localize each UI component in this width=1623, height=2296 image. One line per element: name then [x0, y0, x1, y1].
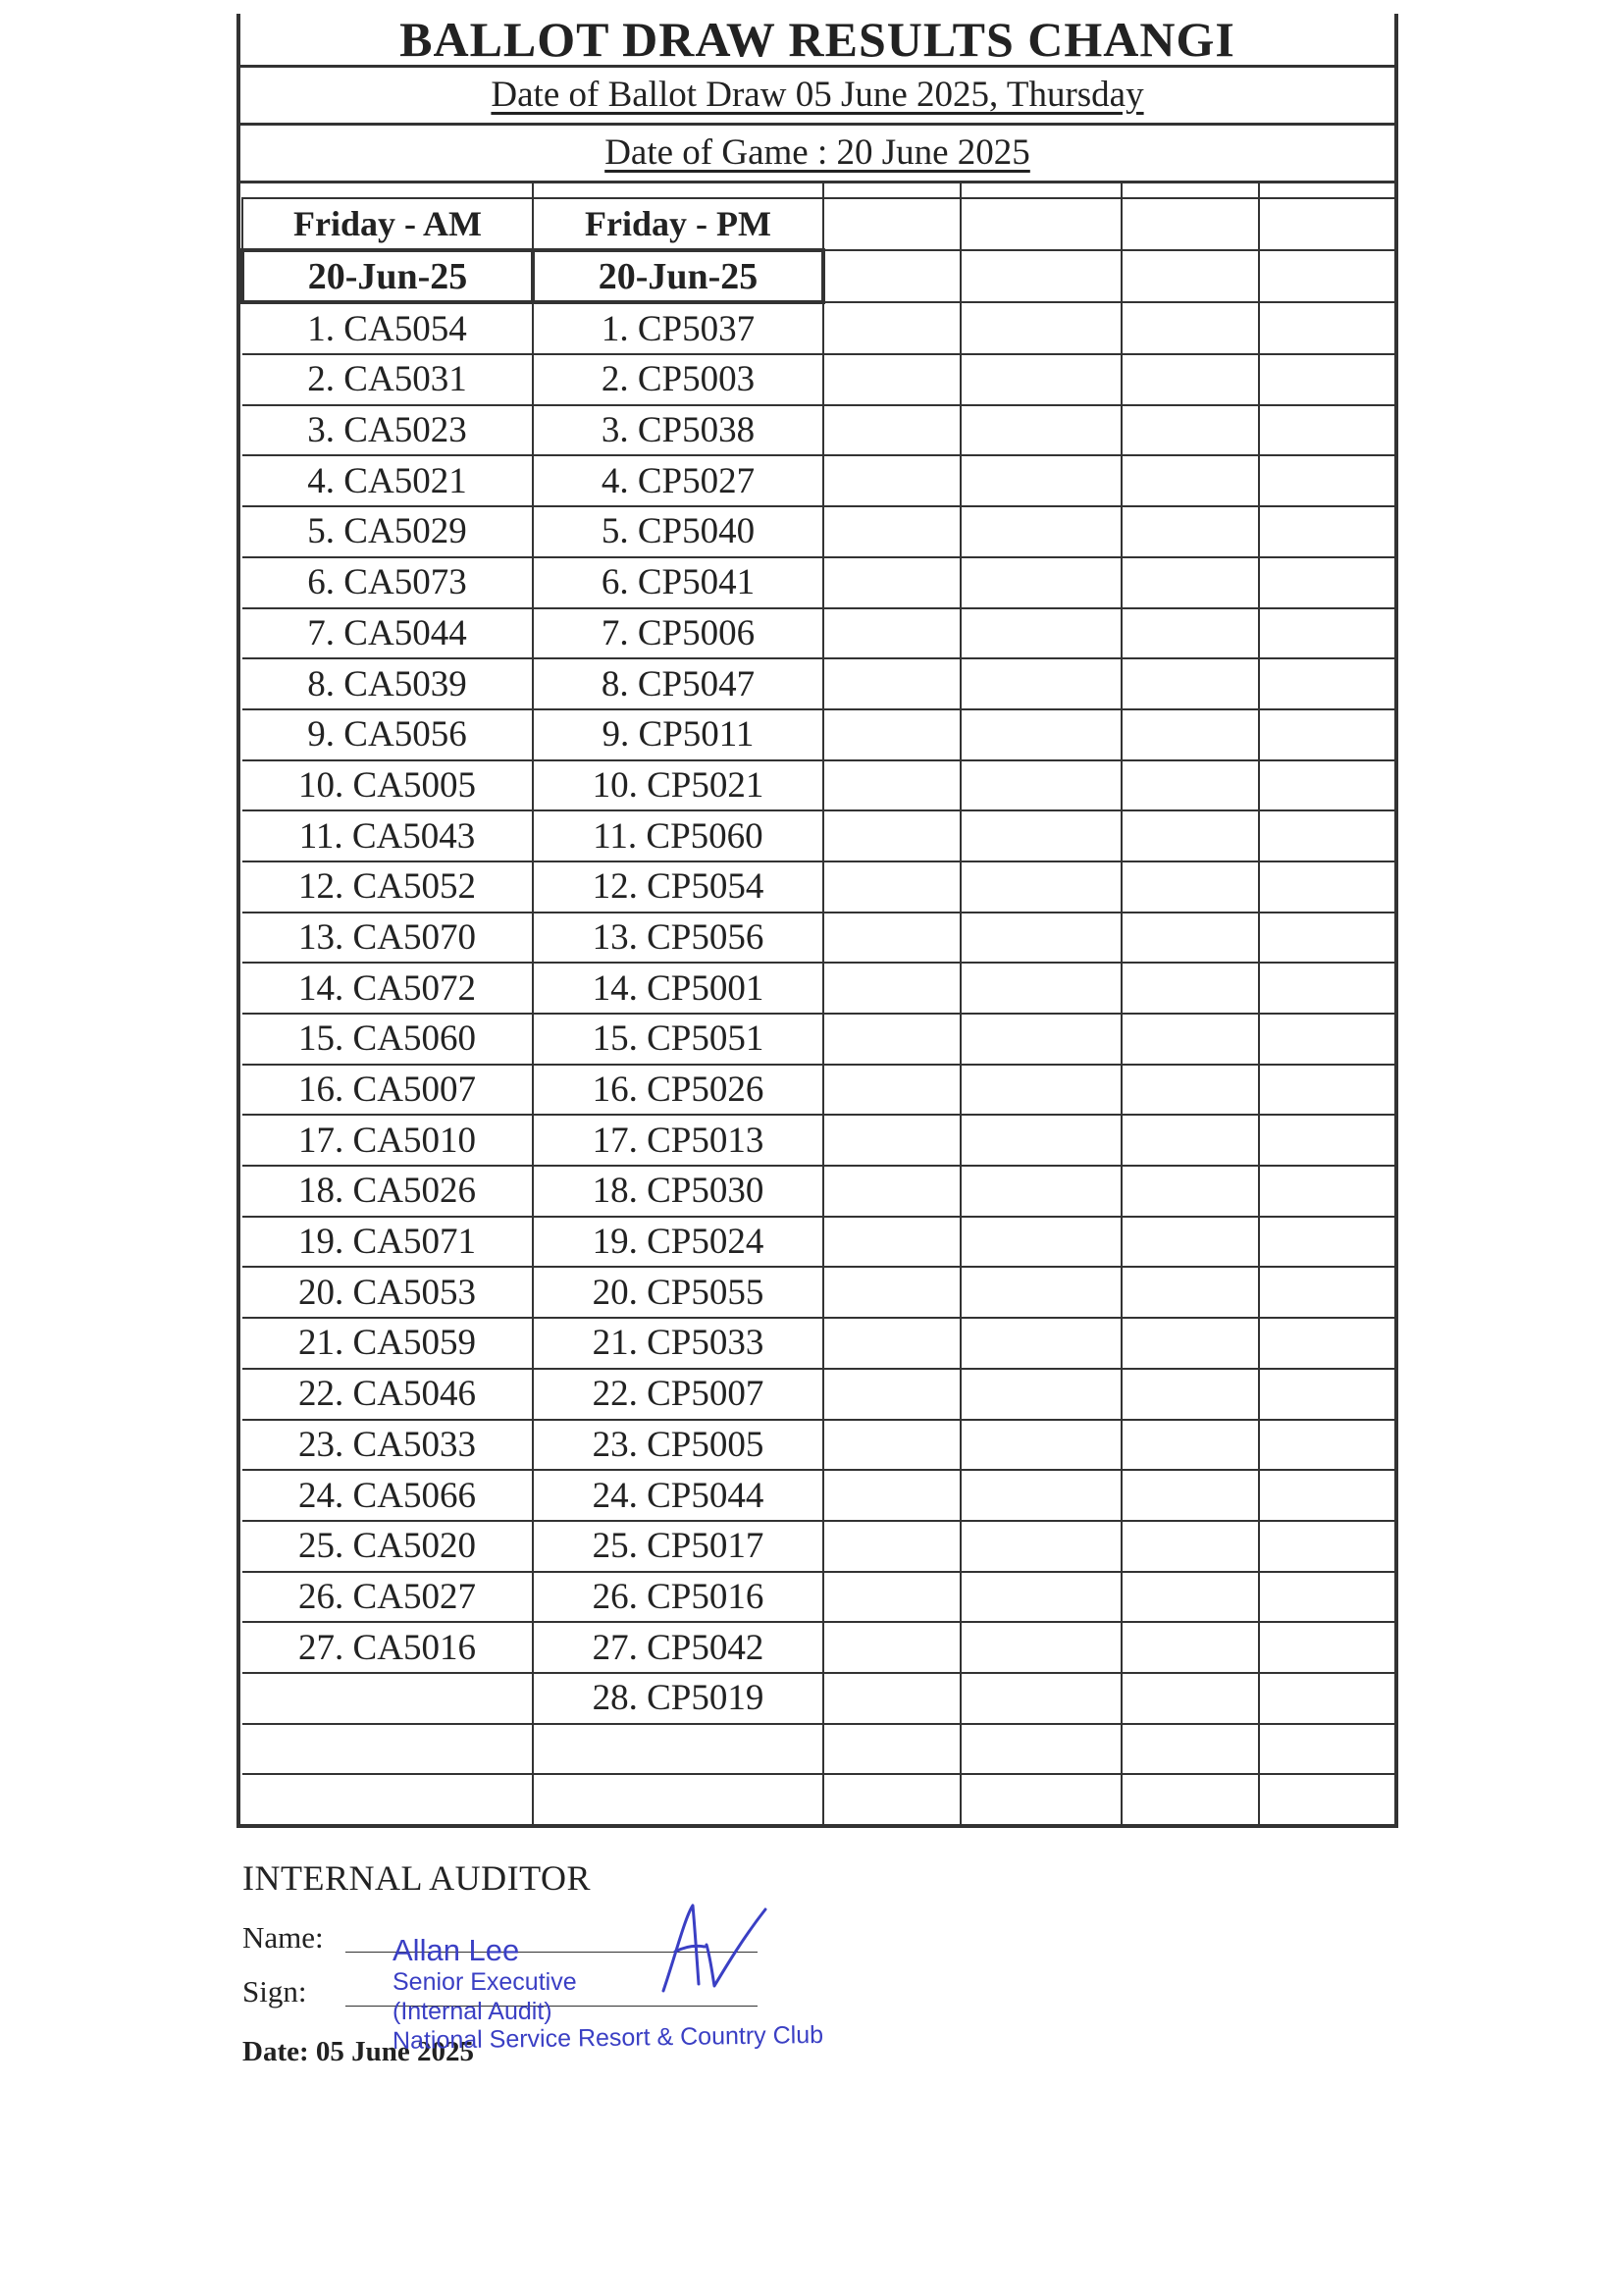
table-row	[242, 658, 1396, 709]
auditor-heading: INTERNAL AUDITOR	[242, 1858, 591, 1898]
table-cell	[1259, 1673, 1396, 1724]
table-cell	[823, 506, 961, 557]
table-cell	[1122, 506, 1259, 557]
table-cell	[1259, 1115, 1396, 1166]
sign-label: Sign:	[242, 1974, 307, 2009]
table-cell	[961, 1673, 1122, 1724]
game-date-text: Date of Game : 20 June 2025	[604, 132, 1030, 173]
table-cell	[533, 1774, 823, 1824]
table-cell	[961, 1774, 1122, 1824]
table-cell	[1122, 810, 1259, 861]
table-cell	[961, 608, 1122, 659]
table-cell: 16. CA5007	[242, 1065, 533, 1116]
table-cell: 18. CP5030	[533, 1166, 823, 1217]
table-cell	[1259, 913, 1396, 964]
table-cell: 11. CP5060	[533, 810, 823, 861]
table-cell: 23. CP5005	[533, 1420, 823, 1471]
header-row	[242, 198, 1396, 250]
table-cell	[961, 198, 1122, 250]
table-cell	[823, 1470, 961, 1521]
table-cell: 19. CA5071	[242, 1217, 533, 1268]
table-cell	[1122, 1420, 1259, 1471]
table-cell: 4. CP5027	[533, 455, 823, 506]
table-cell	[1122, 1724, 1259, 1775]
table-cell	[823, 557, 961, 608]
table-cell	[1259, 557, 1396, 608]
table-cell: 28. CP5019	[533, 1673, 823, 1724]
table-cell: 27. CA5016	[242, 1622, 533, 1673]
table-cell	[1259, 1369, 1396, 1420]
table-cell	[961, 183, 1122, 198]
table-row	[242, 709, 1396, 760]
table-row	[242, 1724, 1396, 1775]
table-cell: 6. CA5073	[242, 557, 533, 608]
table-cell	[1122, 1470, 1259, 1521]
table-cell	[961, 658, 1122, 709]
table-cell	[1259, 1622, 1396, 1673]
table-cell: 9. CP5011	[533, 709, 823, 760]
table-cell: 7. CP5006	[533, 608, 823, 659]
ballot-date-line	[240, 68, 1394, 126]
table-cell: 19. CP5024	[533, 1217, 823, 1268]
table-cell	[1259, 1420, 1396, 1471]
table-cell	[961, 861, 1122, 913]
table-row	[242, 1318, 1396, 1369]
table-cell	[961, 709, 1122, 760]
table-cell	[1122, 302, 1259, 354]
table-cell: 12. CP5054	[533, 861, 823, 913]
table-cell	[1122, 1267, 1259, 1318]
table-cell: 22. CA5046	[242, 1369, 533, 1420]
table-cell	[823, 608, 961, 659]
table-cell	[823, 913, 961, 964]
table-cell	[823, 302, 961, 354]
table-cell	[1259, 658, 1396, 709]
table-cell	[1122, 1369, 1259, 1420]
table-cell	[1259, 198, 1396, 250]
table-cell: 15. CA5060	[242, 1014, 533, 1065]
table-row	[242, 1369, 1396, 1420]
table-cell	[1259, 1166, 1396, 1217]
table-cell	[823, 1267, 961, 1318]
table-cell: 8. CP5047	[533, 658, 823, 709]
table-cell	[1259, 760, 1396, 811]
table-cell	[961, 1420, 1122, 1471]
table-cell	[1259, 506, 1396, 557]
table-row	[242, 1673, 1396, 1724]
table-cell	[961, 1369, 1122, 1420]
table-cell: 20-Jun-25	[533, 250, 823, 303]
table-cell	[961, 354, 1122, 405]
table-cell	[1259, 1724, 1396, 1775]
table-cell: 24. CA5066	[242, 1470, 533, 1521]
table-cell: 21. CA5059	[242, 1318, 533, 1369]
table-cell: 3. CA5023	[242, 405, 533, 456]
table-cell	[823, 405, 961, 456]
table-cell	[961, 1622, 1122, 1673]
table-row	[242, 1622, 1396, 1673]
auditor-date: Date: 05 June 2025	[242, 2036, 475, 2067]
table-cell: 26. CA5027	[242, 1572, 533, 1623]
table-cell	[1122, 760, 1259, 811]
table-row	[242, 1166, 1396, 1217]
table-cell	[1259, 1014, 1396, 1065]
signature	[655, 1898, 773, 1996]
table-cell	[1259, 354, 1396, 405]
table-cell	[961, 1724, 1122, 1775]
table-cell	[1122, 183, 1259, 198]
stamp-dept: (Internal Audit)	[393, 1998, 552, 2025]
table-cell: 13. CA5070	[242, 913, 533, 964]
table-cell	[823, 354, 961, 405]
table-cell: 25. CA5020	[242, 1521, 533, 1572]
date-row	[242, 250, 1396, 303]
table-cell: 24. CP5044	[533, 1470, 823, 1521]
table-cell	[1259, 1318, 1396, 1369]
table-cell	[1259, 1065, 1396, 1116]
table-cell: 1. CP5037	[533, 302, 823, 354]
stamp-org: National Service Resort & Country Club	[392, 2020, 824, 2055]
table-row	[242, 455, 1396, 506]
table-cell: 27. CP5042	[533, 1622, 823, 1673]
page-title: BALLOT DRAW RESULTS CHANGI	[240, 14, 1394, 68]
table-cell	[961, 913, 1122, 964]
table-cell	[1122, 709, 1259, 760]
ballot-sheet	[236, 14, 1398, 1828]
table-cell	[1122, 658, 1259, 709]
table-cell	[1259, 1774, 1396, 1824]
table-row	[242, 1217, 1396, 1268]
table-cell	[961, 1267, 1122, 1318]
table-row	[242, 1572, 1396, 1623]
table-cell	[823, 1217, 961, 1268]
table-row	[242, 1470, 1396, 1521]
table-cell: 12. CA5052	[242, 861, 533, 913]
table-cell	[961, 1065, 1122, 1116]
table-cell	[1122, 557, 1259, 608]
table-cell: 14. CP5001	[533, 963, 823, 1014]
table-cell	[961, 405, 1122, 456]
table-cell	[1259, 1217, 1396, 1268]
table-cell	[1259, 810, 1396, 861]
table-cell	[1122, 1318, 1259, 1369]
table-cell: 8. CA5039	[242, 658, 533, 709]
table-cell: 20-Jun-25	[242, 250, 533, 303]
table-cell	[1259, 405, 1396, 456]
table-cell	[961, 1217, 1122, 1268]
table-cell	[242, 183, 533, 198]
table-cell	[823, 1115, 961, 1166]
table-cell	[823, 658, 961, 709]
table-cell: 16. CP5026	[533, 1065, 823, 1116]
table-cell: 22. CP5007	[533, 1369, 823, 1420]
table-cell: 11. CA5043	[242, 810, 533, 861]
table-cell: 17. CA5010	[242, 1115, 533, 1166]
table-cell	[961, 455, 1122, 506]
table-cell	[533, 183, 823, 198]
table-cell	[823, 963, 961, 1014]
table-row	[242, 557, 1396, 608]
table-row	[242, 1774, 1396, 1824]
table-cell	[961, 760, 1122, 811]
table-cell: 23. CA5033	[242, 1420, 533, 1471]
table-row	[242, 1521, 1396, 1572]
table-cell: 21. CP5033	[533, 1318, 823, 1369]
table-cell	[823, 760, 961, 811]
table-cell	[823, 1420, 961, 1471]
table-cell: 10. CP5021	[533, 760, 823, 811]
table-cell	[1122, 1115, 1259, 1166]
table-row	[242, 861, 1396, 913]
table-cell	[823, 1318, 961, 1369]
table-cell	[242, 1673, 533, 1724]
table-cell	[823, 1774, 961, 1824]
table-cell: 3. CP5038	[533, 405, 823, 456]
table-cell	[961, 1166, 1122, 1217]
table-cell: 26. CP5016	[533, 1572, 823, 1623]
table-cell	[823, 810, 961, 861]
table-cell	[823, 198, 961, 250]
table-cell: 4. CA5021	[242, 455, 533, 506]
ballot-date-text: Date of Ballot Draw 05 June 2025, Thursday	[491, 75, 1144, 115]
table-row	[242, 1014, 1396, 1065]
table-cell: 7. CA5044	[242, 608, 533, 659]
stamp-role: Senior Executive	[393, 1968, 577, 1996]
table-cell: 5. CA5029	[242, 506, 533, 557]
table-cell	[823, 1572, 961, 1623]
table-cell: Friday - AM	[242, 198, 533, 250]
table-cell	[961, 1521, 1122, 1572]
table-row	[242, 1420, 1396, 1471]
table-cell	[961, 963, 1122, 1014]
table-cell	[1122, 1166, 1259, 1217]
table-cell	[1259, 1521, 1396, 1572]
spacer-row	[242, 183, 1396, 198]
table-cell	[823, 1166, 961, 1217]
table-row	[242, 963, 1396, 1014]
table-cell	[1122, 1217, 1259, 1268]
table-cell	[823, 861, 961, 913]
table-row	[242, 1267, 1396, 1318]
table-cell	[1122, 1572, 1259, 1623]
table-cell	[1259, 963, 1396, 1014]
table-cell	[823, 183, 961, 198]
table-cell	[1259, 1572, 1396, 1623]
table-row	[242, 405, 1396, 456]
table-row	[242, 608, 1396, 659]
ballot-results-table	[240, 183, 1396, 1824]
stamp-name: Allan Lee	[393, 1933, 520, 1967]
table-cell: 1. CA5054	[242, 302, 533, 354]
table-cell	[1122, 198, 1259, 250]
table-cell	[533, 1724, 823, 1775]
table-cell: Friday - PM	[533, 198, 823, 250]
table-cell	[961, 1014, 1122, 1065]
table-cell	[1122, 354, 1259, 405]
game-date-line	[240, 126, 1394, 183]
table-cell	[961, 810, 1122, 861]
table-cell: 2. CA5031	[242, 354, 533, 405]
table-cell	[1259, 183, 1396, 198]
table-cell: 14. CA5072	[242, 963, 533, 1014]
table-cell	[1122, 861, 1259, 913]
table-cell	[1259, 709, 1396, 760]
table-cell	[823, 1014, 961, 1065]
table-cell	[1259, 455, 1396, 506]
table-row	[242, 354, 1396, 405]
table-cell	[823, 455, 961, 506]
table-cell	[961, 1115, 1122, 1166]
table-cell: 25. CP5017	[533, 1521, 823, 1572]
table-cell	[1122, 608, 1259, 659]
table-cell	[961, 1470, 1122, 1521]
table-cell	[961, 250, 1122, 303]
table-cell	[961, 506, 1122, 557]
table-cell: 10. CA5005	[242, 760, 533, 811]
table-cell: 15. CP5051	[533, 1014, 823, 1065]
table-cell	[1259, 861, 1396, 913]
table-cell	[1122, 455, 1259, 506]
table-cell: 13. CP5056	[533, 913, 823, 964]
table-cell	[1259, 250, 1396, 303]
table-cell	[1259, 608, 1396, 659]
table-cell	[1122, 1521, 1259, 1572]
table-cell: 20. CP5055	[533, 1267, 823, 1318]
table-row	[242, 810, 1396, 861]
table-cell	[823, 1673, 961, 1724]
table-cell	[1122, 1774, 1259, 1824]
table-cell	[1122, 1014, 1259, 1065]
table-cell: 5. CP5040	[533, 506, 823, 557]
table-cell	[1122, 913, 1259, 964]
table-cell	[1122, 1622, 1259, 1673]
table-cell: 20. CA5053	[242, 1267, 533, 1318]
table-cell	[1259, 302, 1396, 354]
table-row	[242, 1115, 1396, 1166]
table-cell	[823, 1724, 961, 1775]
table-cell	[242, 1724, 533, 1775]
table-row	[242, 302, 1396, 354]
table-cell	[961, 557, 1122, 608]
table-cell: 9. CA5056	[242, 709, 533, 760]
table-cell	[823, 250, 961, 303]
table-cell	[1122, 1065, 1259, 1116]
table-cell	[961, 1572, 1122, 1623]
table-row	[242, 1065, 1396, 1116]
table-cell	[1259, 1470, 1396, 1521]
name-label: Name:	[242, 1920, 324, 1955]
table-row	[242, 913, 1396, 964]
table-cell: 17. CP5013	[533, 1115, 823, 1166]
table-cell	[961, 302, 1122, 354]
table-cell	[823, 1065, 961, 1116]
table-row	[242, 760, 1396, 811]
table-cell	[1259, 1267, 1396, 1318]
table-cell	[1122, 963, 1259, 1014]
table-cell	[1122, 405, 1259, 456]
table-cell	[823, 1622, 961, 1673]
table-cell	[823, 1369, 961, 1420]
table-cell	[823, 1521, 961, 1572]
table-cell	[961, 1318, 1122, 1369]
table-cell	[823, 709, 961, 760]
table-cell	[1122, 1673, 1259, 1724]
table-cell: 18. CA5026	[242, 1166, 533, 1217]
table-cell: 6. CP5041	[533, 557, 823, 608]
table-cell: 2. CP5003	[533, 354, 823, 405]
table-cell	[242, 1774, 533, 1824]
table-cell	[1122, 250, 1259, 303]
table-row	[242, 506, 1396, 557]
